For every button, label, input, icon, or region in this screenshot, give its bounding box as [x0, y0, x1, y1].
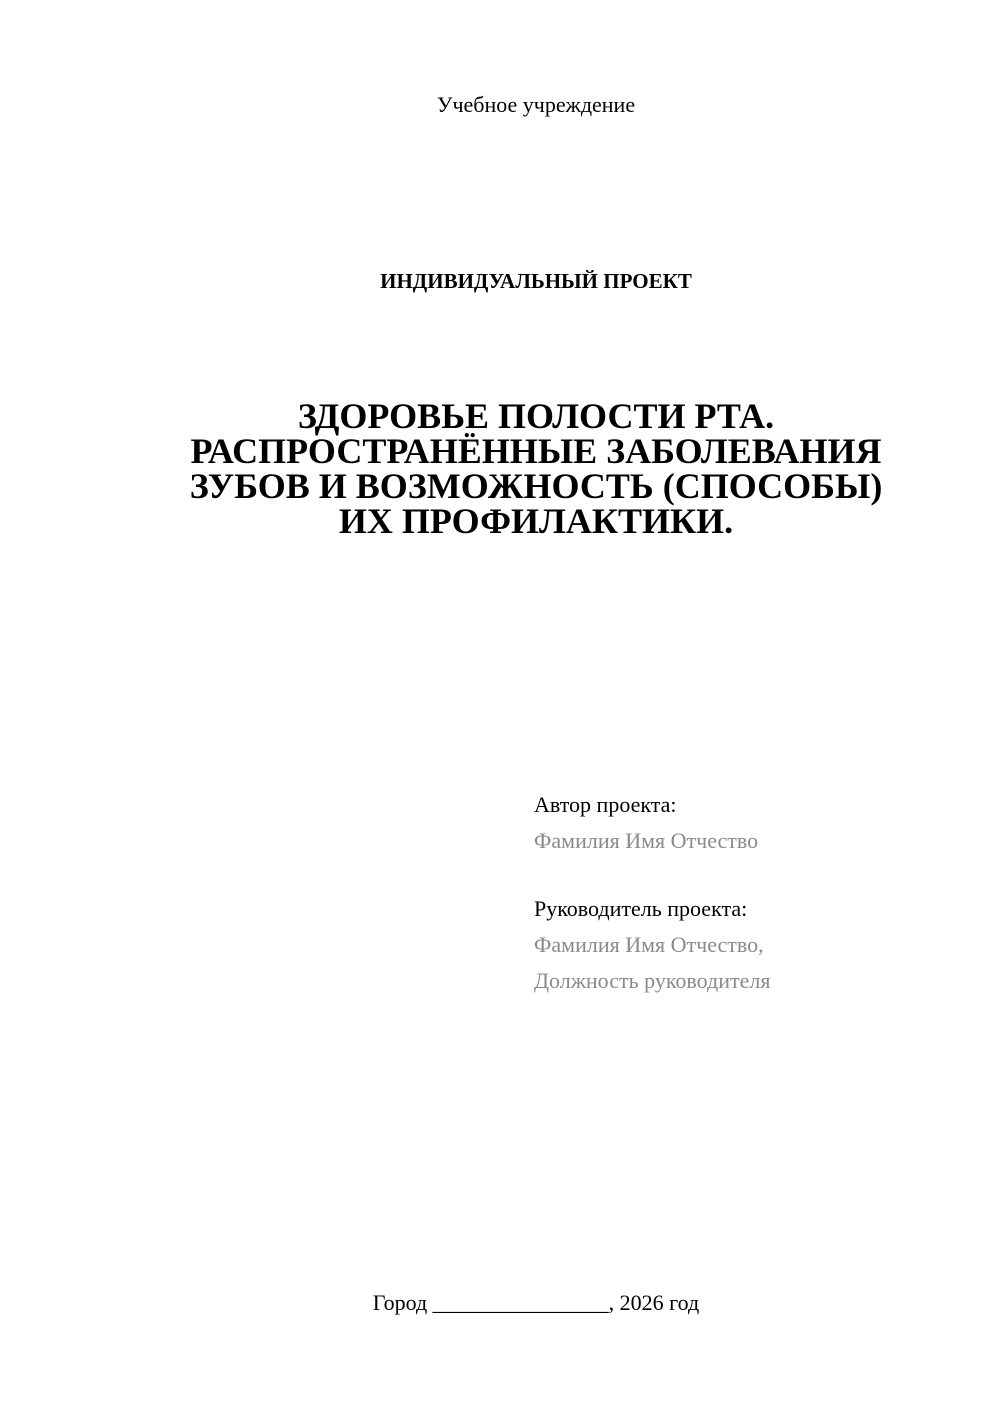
- project-title-line: РАСПРОСТРАНЁННЫЕ ЗАБОЛЕВАНИЯ: [190, 431, 882, 471]
- supervisor-label: Руководитель проекта:: [534, 896, 748, 921]
- author-block: [534, 787, 758, 859]
- author-label: Автор проекта:: [534, 792, 677, 817]
- institution-name: Учебное учреждение: [436, 92, 636, 117]
- project-title-line: ИХ ПРОФИЛАКТИКИ.: [338, 501, 734, 541]
- project-title-line: ЗДОРОВЬЕ ПОЛОСТИ РТА.: [297, 396, 775, 436]
- author-name-placeholder: Фамилия Имя Отчество: [534, 828, 759, 853]
- supervisor-position-placeholder: Должность руководителя: [534, 968, 771, 993]
- project-title-line: ЗУБОВ И ВОЗМОЖНОСТЬ (СПОСОБЫ): [189, 466, 883, 506]
- supervisor-block: [534, 891, 770, 999]
- project-title: [0, 396, 1000, 541]
- supervisor-name-placeholder: Фамилия Имя Отчество,: [534, 932, 764, 957]
- city-year-line: Город ________________, 2026 год: [372, 1290, 700, 1315]
- document-type: ИНДИВИДУАЛЬНЫЙ ПРОЕКТ: [380, 269, 692, 293]
